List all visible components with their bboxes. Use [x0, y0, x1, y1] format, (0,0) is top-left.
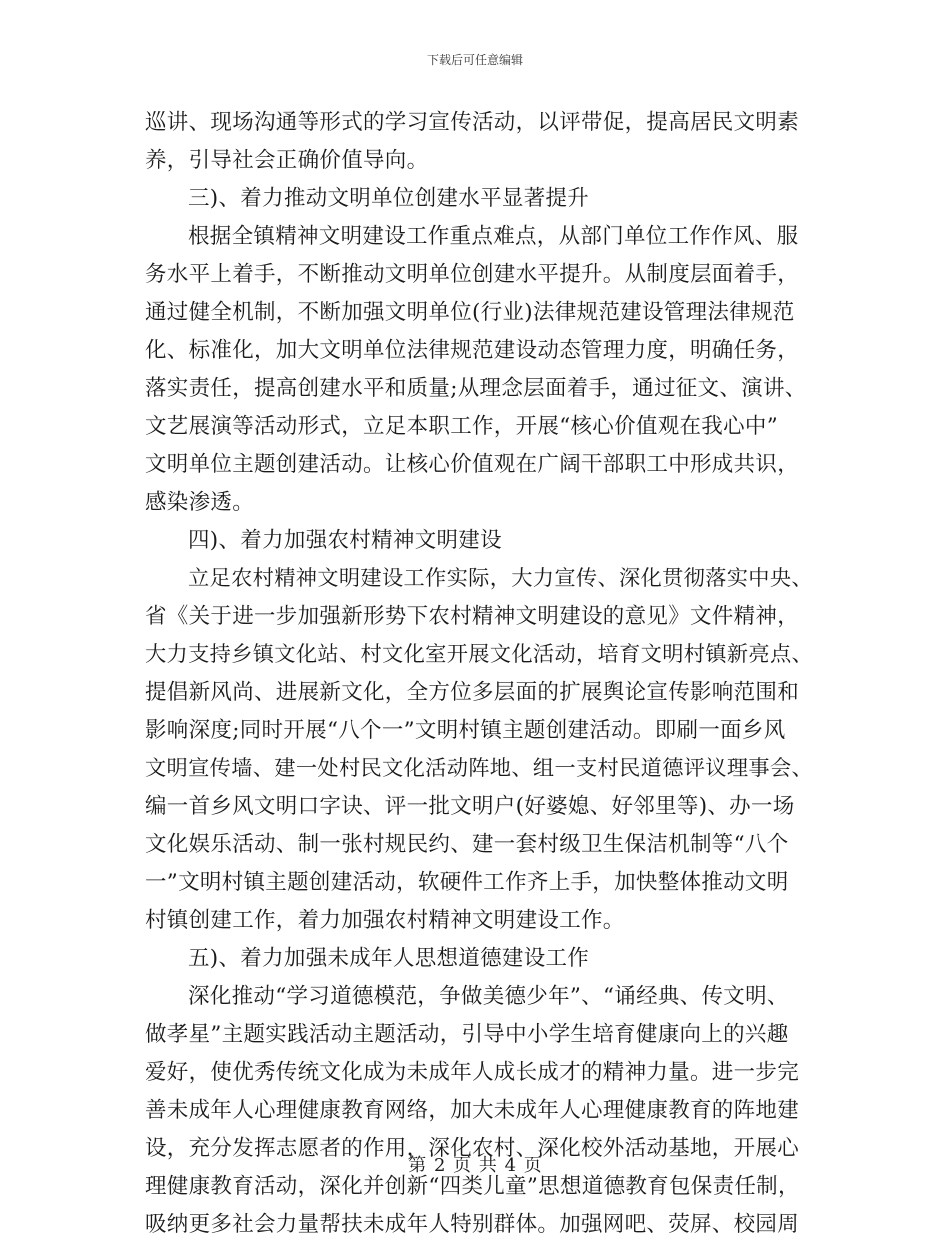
text-line: 深化推动“学习道德模范，争做美德少年”、“诵经典、传文明、: [188, 984, 789, 1009]
text-line: 三)、着力推动文明单位创建水平显著提升: [188, 186, 590, 211]
document-body: [145, 104, 815, 1244]
text-line: 文化娱乐活动、制一张村规民约、建一套村级卫生保洁机制等“八个: [145, 832, 789, 857]
text-line: 做孝星”主题实践活动主题活动，引导中小学生培育健康向上的兴趣: [145, 1022, 789, 1047]
text-line: 提倡新风尚、进展新文化，全方位多层面的扩展舆论宣传影响范围和: [145, 680, 800, 705]
text-line: 文明宣传墙、建一处村民文化活动阵地、组一支村民道德评议理事会、: [145, 756, 814, 781]
text-line: 四)、着力加强农村精神文明建设: [188, 528, 502, 553]
text-line: 落实责任，提高创建水平和质量;从理念层面着手，通过征文、演讲、: [145, 376, 807, 401]
text-line: 善未成年人心理健康教育网络，加大未成年人心理健康教育的阵地建: [145, 1098, 800, 1123]
text-line: 一”文明村镇主题创建活动，软硬件工作齐上手，加快整体推动文明: [145, 870, 789, 895]
text-line: 巡讲、现场沟通等形式的学习宣传活动，以评带促，提高居民文明素: [145, 110, 800, 135]
text-line: 设，充分发挥志愿者的作用，深化农村、深化校外活动基地，开展心: [145, 1136, 800, 1161]
text-line: 根据全镇精神文明建设工作重点难点，从部门单位工作作风、服: [188, 224, 799, 249]
text-line: 养，引导社会正确价值导向。: [145, 148, 429, 173]
text-line: 务水平上着手，不断推动文明单位创建水平提升。从制度层面着手，: [145, 262, 800, 287]
text-line: 吸纳更多社会力量帮扶未成年人特别群体。加强网吧、荧屏、校园周: [145, 1212, 800, 1237]
text-line: 省《关于进一步加强新形势下农村精神文明建设的意见》文件精神，: [145, 604, 800, 629]
text-line: 化、标准化，加大文明单位法律规范建设动态管理力度，明确任务，: [145, 338, 800, 363]
text-line: 影响深度;同时开展“八个一”文明村镇主题创建活动。即刷一面乡风: [145, 718, 786, 743]
text-line: 爱好，使优秀传统文化成为未成年人成长成才的精神力量。进一步完: [145, 1060, 800, 1085]
text-line: 五)、着力加强未成年人思想道德建设工作: [188, 946, 590, 971]
text-line: 大力支持乡镇文化站、村文化室开展文化活动，培育文明村镇新亮点、: [145, 642, 814, 667]
text-line: 编一首乡风文明口字诀、评一批文明户(好婆媳、好邻里等)、办一场: [145, 794, 795, 819]
text-line: 理健康教育活动，深化并创新“四类儿童”思想道德教育包保责任制，: [145, 1174, 800, 1199]
text-line: 文艺展演等活动形式，立足本职工作，开展“核心价值观在我心中”: [145, 414, 778, 439]
text-line: 村镇创建工作，着力加强农村精神文明建设工作。: [145, 908, 625, 933]
text-line: 文明单位主题创建活动。让核心价值观在广阔干部职工中形成共识，: [145, 452, 800, 477]
page-footer: 第 2 页 共 4 页: [408, 1155, 542, 1176]
text-line: 立足农村精神文明建设工作实际，大力宣传、深化贯彻落实中央、: [188, 566, 813, 591]
text-line: 感染渗透。: [145, 490, 255, 515]
text-line: 通过健全机制，不断加强文明单位(行业)法律规范建设管理法律规范: [145, 300, 795, 325]
page-header: 下载后可任意编辑: [426, 53, 523, 67]
